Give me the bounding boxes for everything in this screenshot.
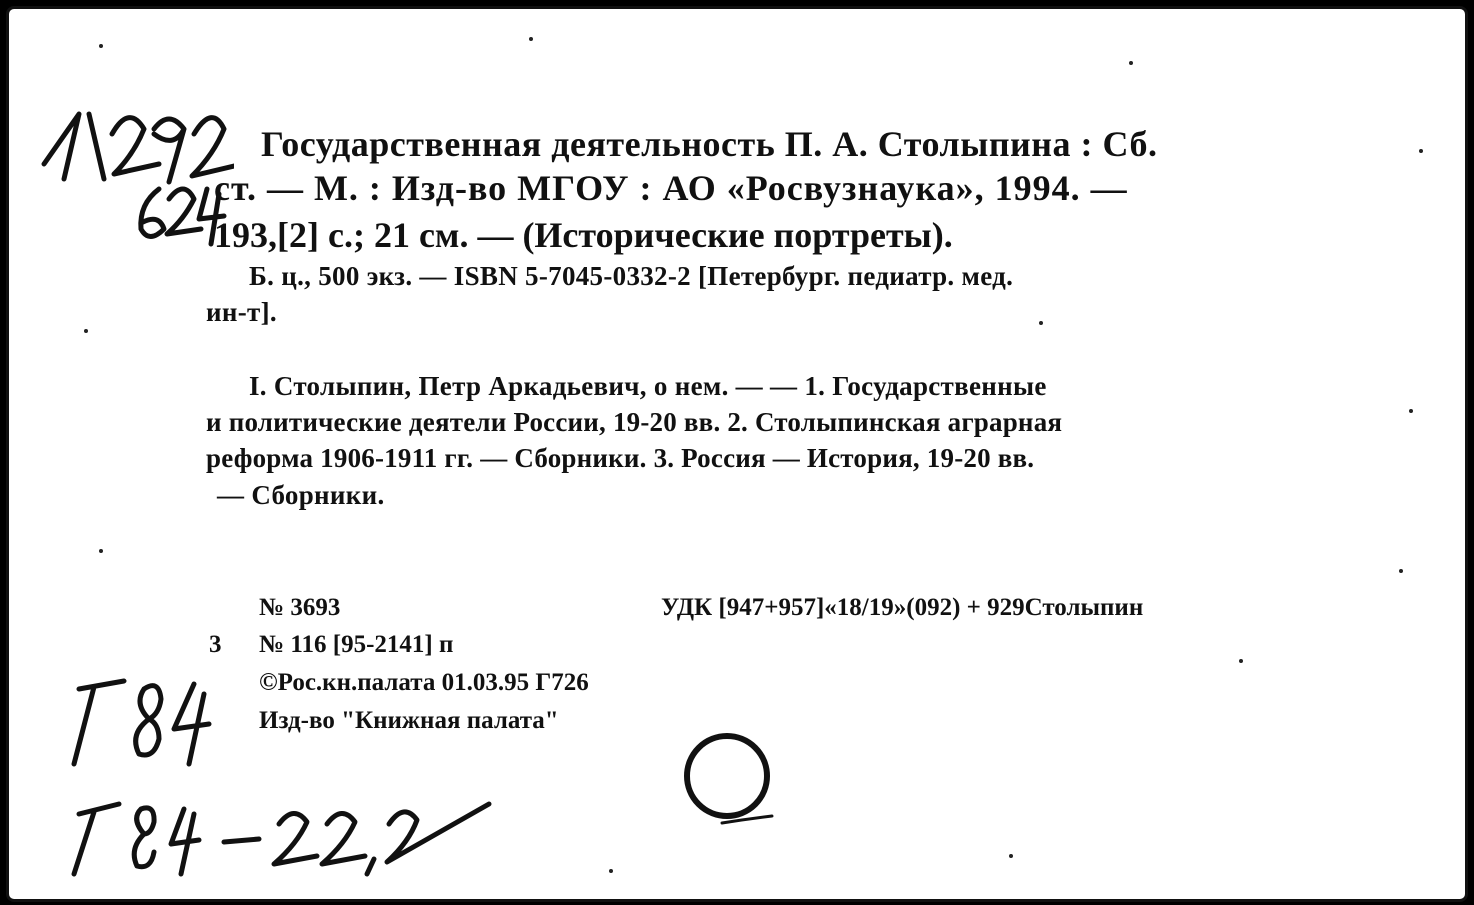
speck: [1129, 61, 1133, 65]
subject-line-4: — Сборники.: [217, 480, 385, 510]
copyright-line: ©Рос.кн.палата 01.03.95 Г726: [259, 669, 589, 696]
handwritten-shelf-mark: [59, 784, 499, 884]
title-line-1: Государственная деятельность П. А. Столыпина : Сб.: [261, 124, 1158, 164]
speck: [1239, 659, 1243, 663]
speck: [529, 37, 533, 41]
title-line-2: ст. — М. : Изд-во МГОУ : АО «Росвузнаука», 1994. —: [214, 168, 1128, 208]
z-line: № 116 [95-2141] п: [259, 631, 454, 658]
speck: [1409, 409, 1413, 413]
speck: [1399, 569, 1403, 573]
price-line-1: Б. ц., 500 экз. — ISBN 5-7045-0332-2 [Петербург. педиатр. мед.: [249, 261, 1014, 291]
card-number: № 3693: [259, 594, 341, 621]
speck: [1039, 321, 1043, 325]
speck: [99, 549, 103, 553]
subject-line-2: и политические деятели России, 19-20 вв. 2. Столыпинская аграрная: [206, 407, 1063, 437]
title-block: [261, 121, 1157, 167]
speck: [1419, 149, 1423, 153]
speck: [1009, 854, 1013, 858]
z-line-prefix: 3: [209, 631, 222, 658]
publisher-line: Изд-во "Книжная палата": [259, 707, 559, 734]
title-line-3: 193,[2] с.; 21 см. — (Исторические портреты).: [214, 215, 953, 255]
speck: [609, 869, 613, 873]
speck: [84, 329, 88, 333]
subject-line-3: реформа 1906-1911 гг. — Сборники. 3. Россия — История, 19-20 вв.: [206, 443, 1035, 473]
handwritten-author-mark: [49, 669, 219, 769]
subject-line-1: I. Столыпин, Петр Аркадьевич, о нем. — — 1. Государственные: [249, 371, 1047, 401]
stamp-circle: [677, 731, 787, 831]
catalog-card: [6, 6, 1468, 902]
speck: [99, 44, 103, 48]
price-line-2: ин-т].: [206, 297, 277, 327]
udk-classification: УДК [947+957]«18/19»(092) + 929Столыпин: [661, 594, 1144, 621]
